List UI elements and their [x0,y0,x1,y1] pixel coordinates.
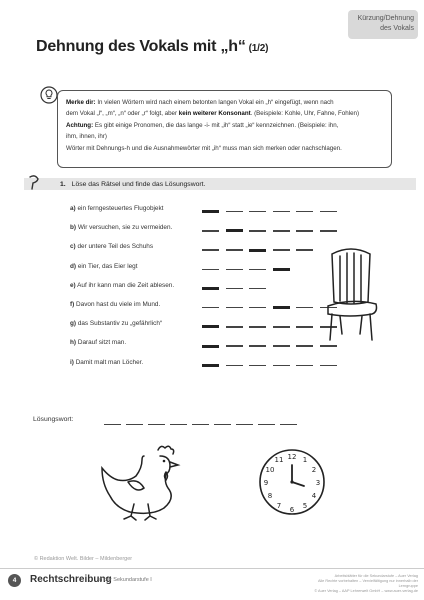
rule-box [57,90,392,168]
clue-row [70,282,174,289]
clue-text: Davon hast du viele im Mund. [76,301,161,308]
clue-text: Wir versuchen, sie zu vermeiden. [77,224,173,232]
svg-text:8: 8 [267,492,273,500]
clue-text: Darauf sitzt man. [77,339,127,347]
solution-word-slot[interactable] [258,424,275,425]
letter-slot[interactable] [249,307,266,308]
letter-slot[interactable] [226,269,243,270]
footer-subject: Rechtschreibung [30,574,112,585]
solution-word-slot[interactable] [148,424,165,425]
solution-word-slot[interactable] [236,424,253,425]
letter-slot[interactable] [273,230,290,231]
clue-letter: a) [70,205,76,212]
solution-letter-slot[interactable] [202,287,219,290]
solution-word-slot[interactable] [104,424,121,425]
solution-letter-slot[interactable] [202,345,219,348]
svg-text:12: 12 [287,453,297,461]
svg-text:7: 7 [276,502,282,510]
solution-word-slot[interactable] [192,424,209,425]
letter-slot[interactable] [226,326,243,327]
svg-text:3: 3 [315,479,321,487]
solution-letter-slot[interactable] [273,306,290,309]
letter-slot[interactable] [249,326,266,327]
clue-row [70,301,160,308]
clue-letter: h) [70,339,77,347]
clue-row [70,243,153,250]
solution-word-slot[interactable] [280,424,297,425]
solution-letter-slot[interactable] [202,364,219,367]
solution-letter-slot[interactable] [202,210,219,213]
lightbulb-note-icon [40,86,58,104]
clue-row [70,320,162,327]
letter-slot[interactable] [226,345,243,346]
clue-letter: d) [70,262,77,270]
solution-letter-slot[interactable] [226,229,243,232]
svg-text:11: 11 [274,456,284,464]
hen-drawing [98,442,186,526]
task-heading [60,181,205,188]
clue-letter: f) [70,301,75,308]
footer-legal-2: Alle Rechte vorbehalten – Vervielfältigung nur innerhalb der Lerngruppe [317,579,418,588]
title-text: Dehnung des Vokals mit „h“ [36,38,246,55]
pencil-icon [24,172,46,194]
letter-slot[interactable] [320,230,337,231]
svg-text:4: 4 [311,492,317,500]
footer-legal-1: Arbeitsblätter für die Sekundarstufe – Auer Verlag [334,574,418,578]
letter-slot[interactable] [249,365,266,366]
footer-legal [300,574,418,594]
solution-letter-slot[interactable] [202,325,219,328]
clue-row [70,339,126,346]
letter-slot[interactable] [202,230,219,231]
line2-bold: kein weiterer Konsonant [178,110,251,118]
clue-row [70,359,143,366]
letter-slot[interactable] [273,345,290,346]
letter-slot[interactable] [249,345,266,346]
letter-slot[interactable] [249,288,266,289]
footer-divider [0,568,424,569]
achtung-text: Es gibt einige Pronomen, die das lange -i- mit „ih“ statt „ie“ kennzeichnen. (Beispiele: ihn, [94,121,339,129]
clue-row [70,263,138,270]
clue-row [70,224,172,231]
letter-slot[interactable] [249,269,266,270]
clue-text: der untere Teil des Schuhs [77,243,154,251]
chapter-tab [348,10,418,39]
letter-slot[interactable] [296,230,313,231]
letter-slot[interactable] [296,326,313,327]
rule-line4: ihm, ihnen, ihr) [66,133,107,141]
clue-letter: b) [70,224,77,232]
rule-merke [66,97,383,108]
letter-slot[interactable] [296,211,313,212]
page-number: 4 [8,574,21,587]
image-credit: © Redaktion Welt. Bilder – Mildenberger [34,556,133,562]
letter-slot[interactable] [202,307,219,308]
footer-legal-3: © Auer Verlag – AAP Lehrerwelt GmbH – www.auer-verlag.de [314,589,418,593]
letter-slot[interactable] [320,211,337,212]
letter-slot[interactable] [273,326,290,327]
line2-text: dem Vokal „l“, „m“, „n“ oder „r“ folgt, aber [66,110,178,118]
letter-slot[interactable] [296,345,313,346]
solution-word-slot[interactable] [214,424,231,425]
merke-text: In vielen Wörtern wird nach einem betonten langen Vokal ein „h“ eingefügt, wenn nach [97,99,334,106]
letter-slot[interactable] [296,249,313,250]
clue-letter: g) [70,320,77,328]
svg-text:1: 1 [302,456,308,464]
solution-letter-slot[interactable] [273,268,290,271]
clock-drawing [256,446,328,518]
footer-grade: in der Sekundarstufe I [98,577,152,583]
svg-text:6: 6 [289,506,295,514]
letter-slot[interactable] [320,345,337,346]
svg-text:2: 2 [311,466,317,474]
letter-slot[interactable] [226,288,243,289]
clue-row [70,205,163,212]
svg-text:9: 9 [263,479,269,487]
solution-word-slot[interactable] [126,424,143,425]
rule-achtung [66,120,383,131]
letter-slot[interactable] [296,307,313,308]
letter-slot[interactable] [320,365,337,366]
letter-slot[interactable] [273,211,290,212]
achtung-label: Achtung: [66,121,94,129]
letter-slot[interactable] [296,365,313,366]
clue-text: ein Tier, das Eier legt [77,262,138,270]
letter-slot[interactable] [226,307,243,308]
clue-text: Damit malt man Löcher. [75,358,144,366]
page-title [36,38,268,56]
clue-letter: i) [70,358,74,366]
chair-drawing [318,246,384,344]
letter-slot[interactable] [202,269,219,270]
solution-letter-slot[interactable] [249,249,266,252]
rule-line5: Wörter mit Dehnungs-h und die Ausnahmewörter mit „ih“ muss man sich merken oder nachschlagen. [66,144,342,152]
clue-letter: c) [70,243,76,251]
answer-label: Lösungswort: [33,416,74,423]
svg-text:10: 10 [265,466,275,474]
letter-slot[interactable] [202,249,219,250]
letter-slot[interactable] [273,365,290,366]
clue-text: das Substantiv zu „gefährlich“ [77,320,163,328]
clue-letter: e) [70,281,76,289]
solution-word-slot[interactable] [170,424,187,425]
svg-text:5: 5 [302,502,308,510]
title-part: (1/2) [248,43,269,54]
letter-slot[interactable] [226,249,243,250]
task-number: 1. [60,181,66,188]
letter-slot[interactable] [249,211,266,212]
chapter-tab-line1: Kürzung/Dehnung [357,15,414,22]
letter-slot[interactable] [226,365,243,366]
merke-label: Merke dir: [66,99,96,106]
rule-line2 [66,108,383,119]
task-instruction: Löse das Rätsel und finde das Lösungswort. [71,181,206,188]
chapter-tab-line2: des Vokals [380,25,414,33]
letter-slot[interactable] [226,211,243,212]
letter-slot[interactable] [273,249,290,250]
clue-text: Auf ihr kann man die Zeit ablesen. [77,281,175,289]
clue-text: ein ferngesteuertes Flugobjekt [77,205,164,212]
letter-slot[interactable] [249,230,266,231]
line2-end: . (Beispiele: Kohle, Uhr, Fahne, Fohlen) [250,110,360,118]
